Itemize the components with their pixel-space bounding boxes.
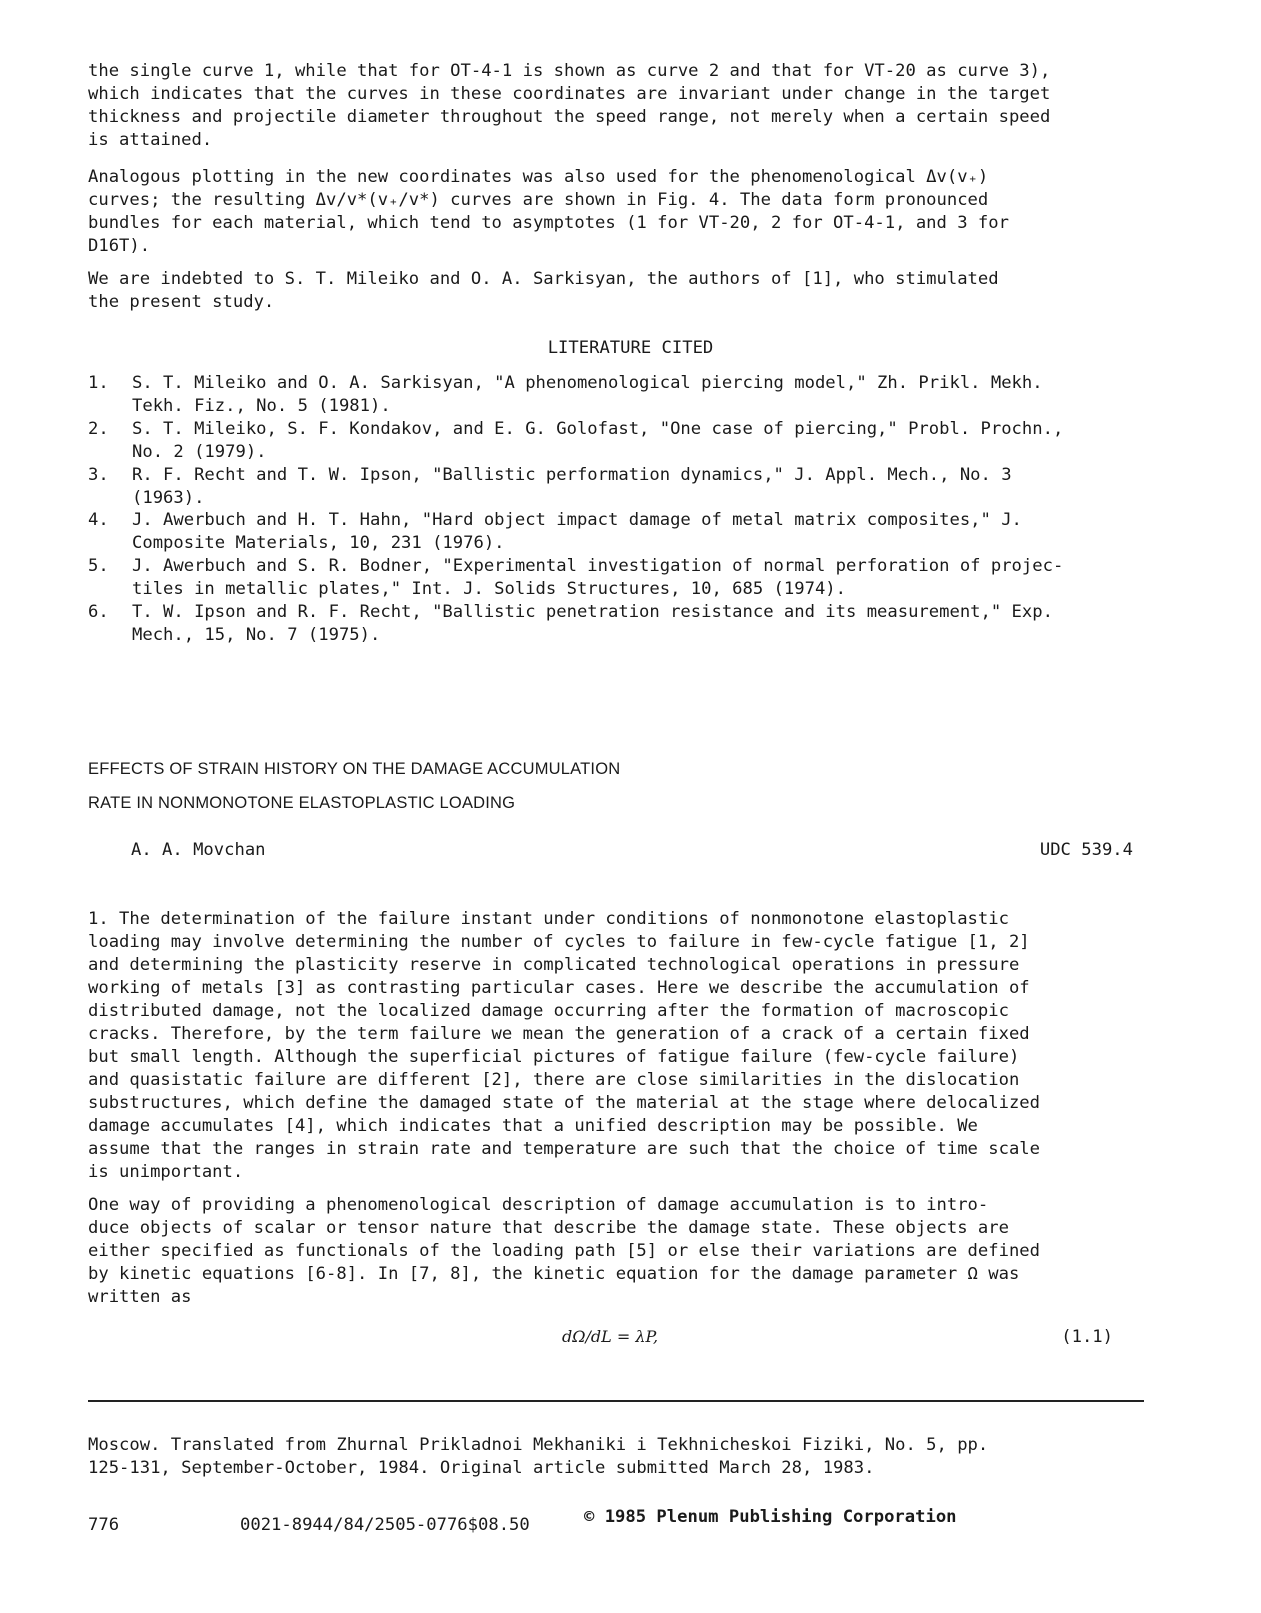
footnote-divider <box>88 1400 1144 1402</box>
reference-text: J. Awerbuch and H. T. Hahn, "Hard object impact damage of metal matrix composites," J. Composite Materials, 10, 231 (1976). <box>132 510 1022 553</box>
article-code: 0021-8944/84/2505-0776$08.50 <box>240 1515 530 1535</box>
reference-number: 4. <box>88 510 109 530</box>
phenomenological-paragraph: One way of providing a phenomenological description of damage accumulation is to intro- duce objects of scalar or tensor nature that describe the damage state. These objects are either specified as functionals of the loading path [5] or else their variations are defined by kinetic equations [6-8]. In [7, 8], the kinetic equation for the damage parameter Ω was written as <box>88 1195 1040 1307</box>
article-title-line-1: EFFECTS OF STRAIN HISTORY ON THE DAMAGE ACCUMULATION <box>88 760 621 778</box>
continued-paragraph: the single curve 1, while that for OT-4-1 is shown as curve 2 and that for VT-20 as curve 3), which indicates that the curves in these coordinates are invariant under change in the target thickness and projectile diameter throughout the speed range, not merely when a certain speed is attained. <box>88 61 1051 150</box>
reference-text: T. W. Ipson and R. F. Recht, "Ballistic penetration resistance and its measurement," Exp. Mech., 15, No. 7 (1975). <box>132 602 1053 645</box>
reference-text: J. Awerbuch and S. R. Bodner, "Experimental investigation of normal perforation of projec- tiles in metallic plates," Int. J. Solids Structures, 10, 685 (1974). <box>132 556 1064 599</box>
acknowledgment-paragraph: We are indebted to S. T. Mileiko and O. A. Sarkisyan, the authors of [1], who stimulated the present study. <box>88 269 999 312</box>
equation-number: (1.1) <box>1061 1327 1113 1347</box>
reference-number: 6. <box>88 602 109 622</box>
equation: dΩ/dL = λP, <box>562 1327 659 1346</box>
reference-text: R. F. Recht and T. W. Ipson, "Ballistic performation dynamics," J. Appl. Mech., No. 3 (1963). <box>132 465 1012 508</box>
analogous-plotting-paragraph: Analogous plotting in the new coordinates was also used for the phenomenological Δv(v₊) curves; the resulting Δv/v*(v₊/v*) curves are shown in Fig. 4. The data form pronounced bundles for each material, which tend to asymptotes (1 for VT-20, 2 for OT-4-1, and 3 for D16T). <box>88 167 1009 256</box>
udc-code: UDC 539.4 <box>1039 840 1133 860</box>
reference-text: S. T. Mileiko and O. A. Sarkisyan, "A phenomenological piercing model," Zh. Prikl. Mekh. Tekh. Fiz., No. 5 (1981). <box>132 373 1043 416</box>
literature-heading: LITERATURE CITED <box>547 338 714 358</box>
reference-text: S. T. Mileiko, S. F. Kondakov, and E. G. Golofast, "One case of piercing," Probl. Prochn., No. 2 (1979). <box>132 419 1064 462</box>
reference-number: 3. <box>88 465 109 485</box>
footnote: Moscow. Translated from Zhurnal Prikladnoi Mekhaniki i Tekhnicheskoi Fiziki, No. 5, pp. 125-131, September-October, 1984. Original article submitted March 28, 1983. <box>88 1435 989 1479</box>
reference-number: 1. <box>88 373 109 393</box>
author-name: A. A. Movchan <box>131 840 266 860</box>
reference-number: 2. <box>88 419 109 439</box>
introduction-paragraph: 1. The determination of the failure instant under conditions of nonmonotone elastoplastic loading may involve determining the number of cycles to failure in few-cycle fatigue [1, 2] and determining the plasticity reserve in complicated technological operations in pressure working of metals [3] as contrasting particular cases. Here we describe the accumulation of distributed damage, not the localized damage occurring after the formation of macroscopic cracks. Therefore, by the term failure we mean the generation of a crack of a certain fixed but small length. Although the superficial pictures of fatigue failure (few-cycle failure) and quasistatic failure are different [2], there are close similarities in the dislocation substructures, which define the damaged state of the material at the stage where delocalized damage accumulates [4], which indicates that a unified description may be possible. We assume that the ranges in strain rate and temperature are such that the choice of time scale is unimportant. <box>88 909 1040 1182</box>
reference-number: 5. <box>88 556 109 576</box>
copyright-notice: © 1985 Plenum Publishing Corporation <box>584 1507 957 1527</box>
article-title-line-2: RATE IN NONMONOTONE ELASTOPLASTIC LOADING <box>88 794 516 812</box>
page-number: 776 <box>88 1515 120 1535</box>
